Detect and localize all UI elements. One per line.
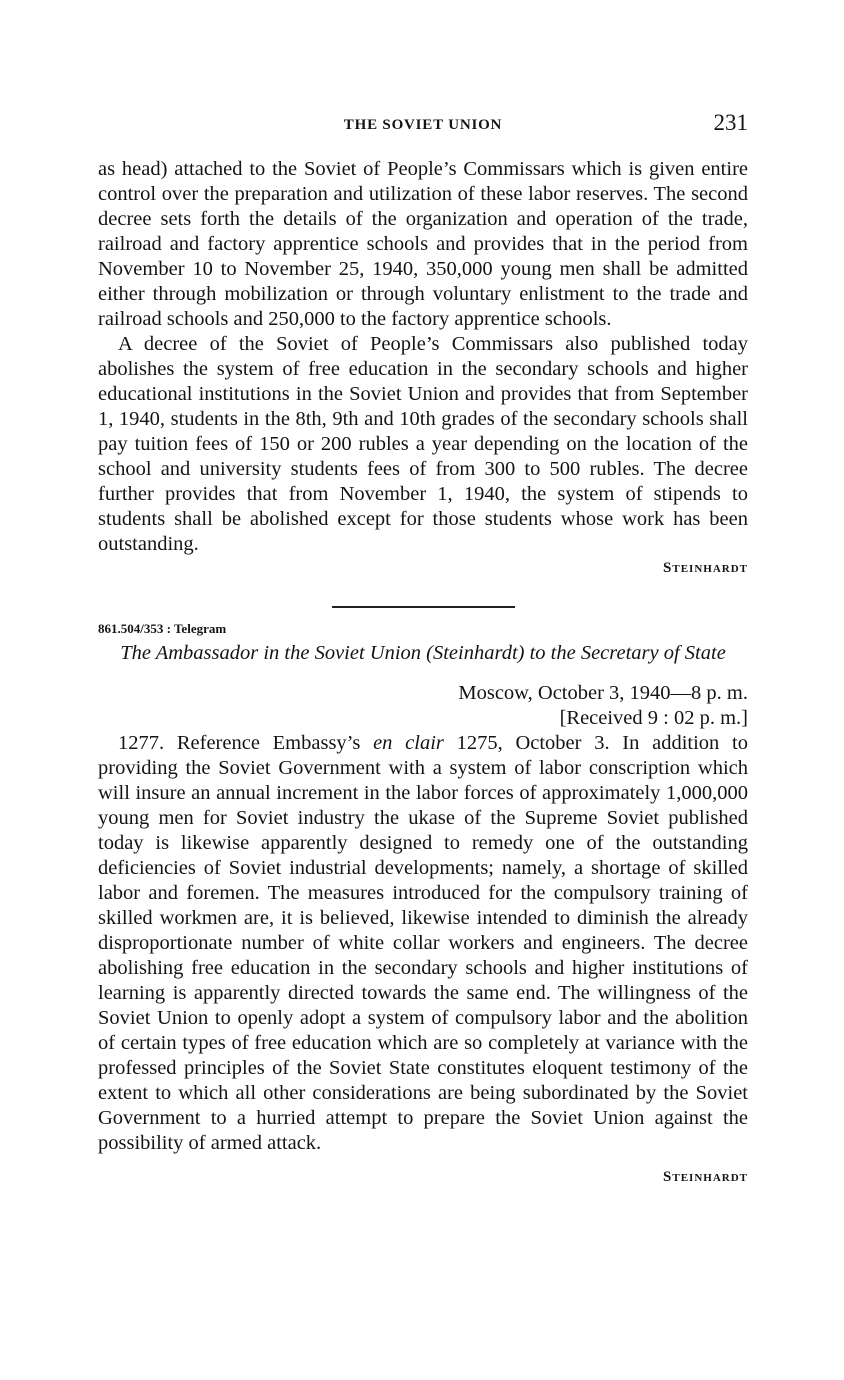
- dateline-place-date: Moscow, October 3, 1940—8 p. m.: [458, 682, 748, 704]
- telegram-body-start: 1277. Reference Embassy’s: [118, 732, 374, 754]
- document-heading: The Ambassador in the Soviet Union (Steinhardt) to the Secretary of State: [120, 642, 726, 664]
- document-page: [98, 110, 748, 1188]
- dateline: [98, 681, 748, 731]
- body-paragraph-1: as head) attached to the Soviet of People’s Commissars which is given entire control over the preparation and utilization of these labor reserves. The second decree sets forth the details of the organization and operation of the trade, railroad and factory apprentice schools and provides that in the period from November 10 to November 25, 1940, 350,000 young men shall be admitted either through mobilization or through voluntary enlistment to the trade and railroad schools and 250,000 to the factory apprentice schools.: [98, 158, 748, 330]
- telegram-body: [98, 731, 748, 1156]
- section-divider: [332, 606, 515, 608]
- italic-term: en clair: [373, 732, 444, 754]
- running-title: THE SOVIET UNION: [343, 117, 503, 133]
- signature-1: Steinhardt: [663, 560, 748, 576]
- page-number: 231: [713, 110, 748, 135]
- body-paragraph-2: A decree of the Soviet of People’s Commissars also published today abolishes the system of free education in the secondary schools and higher educational institutions in the Soviet Union and provides that from September 1, 1940, students in the 8th, 9th and 10th grades of the secondary schools shall pay tuition fees of 150 or 200 rubles a year depending on the location of the school and university students fees of from 300 to 500 rubles. The decree further provides that from November 1, 1940, the system of stipends to students shall be abolished except for those students whose work has been outstanding.: [98, 333, 748, 555]
- file-number: 861.504/353 : Telegram: [98, 621, 227, 636]
- received-time: [Received 9 : 02 p. m.]: [559, 707, 748, 729]
- telegram-body-rest: 1275, October 3. In addition to providing the Soviet Government with a system of labor conscription which will insure an annual increment in the labor forces of approximately 1,000,000 young men for Soviet industry the ukase of the Supreme Soviet published today is likewise apparently designed to remedy one of the outstanding deficiencies of Soviet industrial developments; namely, a shortage of skilled labor and foremen. The measures introduced for the compulsory training of skilled workmen are, it is believed, likewise intended to diminish the already disproportionate number of white collar workers and engineers. The decree abolishing free education in the secondary schools and higher institutions of learning is apparently directed towards the same end. The willingness of the Soviet Union to openly adopt a system of compulsory labor and the abolition of certain types of free education which are so completely at variance with the professed principles of the Soviet State constitutes eloquent testimony of the extent to which all other considerations are being subordinated by the Soviet Government to a hurried attempt to prepare the Soviet Union against the possibility of armed attack.: [98, 732, 748, 1154]
- running-head: [98, 110, 748, 140]
- signature-2: Steinhardt: [663, 1169, 748, 1185]
